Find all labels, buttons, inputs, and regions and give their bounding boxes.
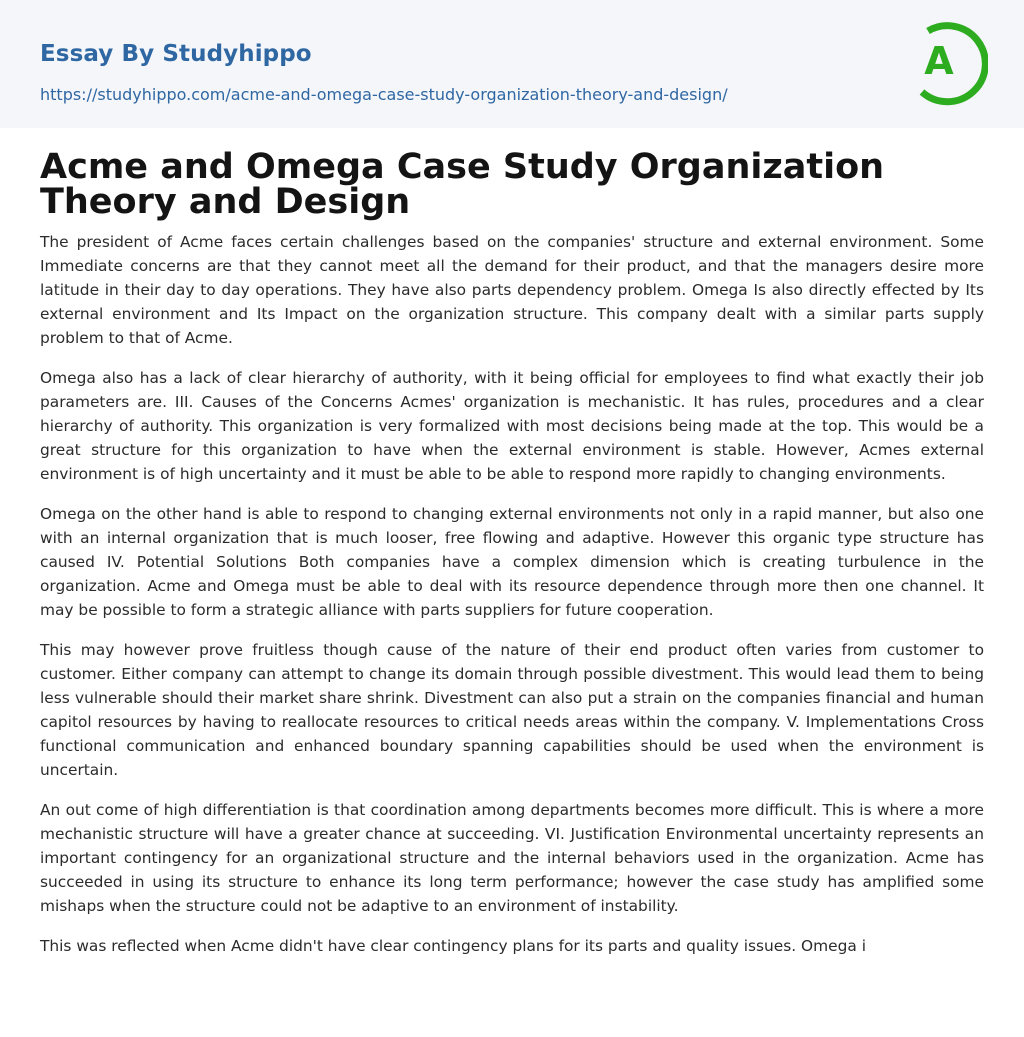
ring-letter-a-logo-icon <box>912 18 988 106</box>
article-title: Acme and Omega Case Study Organization Theory and Design <box>40 147 885 222</box>
article-paragraph-5: An out come of high differentiation is that coordination among departments becomes more difficult. This is where a more mechanistic structure will have a greater chance at succeeding. VI. Justification Environmental uncertainty represents an important contingency for an organizational structure and the internal behaviors used in the organization. Acme has succeeded in using its structure to enhance its long term performance; however the case study has amplified some mishaps when the structure could not be adaptive to an environment of instability. <box>40 801 984 915</box>
article-paragraph-3: Omega on the other hand is able to respond to changing external environments not only in a rapid manner, but also one with an internal organization that is much looser, free flowing and adaptive. However this organic type structure has caused IV. Potential Solutions Both companies have a complex dimension which is creating turbulence in the organization. Acme and Omega must be able to deal with its resource dependence through more then one channel. It may be possible to form a strategic alliance with parts suppliers for future cooperation. <box>40 505 984 619</box>
article-paragraph-2: Omega also has a lack of clear hierarchy of authority, with it being official for employees to find what exactly their job parameters are. III. Causes of the Concerns Acmes' organization is mechanistic. It has rules, procedures and a clear hierarchy of authority. This organization is very formalized with most decisions being made at the top. This would be a great structure for this organization to have when the external environment is stable. However, Acmes external environment is of high uncertainty and it must be able to be able to respond more rapidly to changing environments. <box>40 369 984 483</box>
article-paragraph-4: This may however prove fruitless though cause of the nature of their end product often varies from customer to customer. Either company can attempt to change its domain through possible divestment. This would lead them to being less vulnerable should their market share shrink. Divestment can also put a strain on the companies financial and human capitol resources by having to reallocate resources to critical needs areas within the company. V. Implementations Cross functional communication and enhanced boundary spanning capabilities should be used when the environment is uncertain. <box>40 641 984 779</box>
site-header <box>0 0 1024 128</box>
article-paragraph-1: The president of Acme faces certain challenges based on the companies' structure and external environment. Some Immediate concerns are that they cannot meet all the demand for their product, and that the managers desire more latitude in their day to day operations. They have also parts dependency problem. Omega Is also directly effected by Its external environment and Its Impact on the organization structure. This company dealt with a similar parts supply problem to that of Acme. <box>40 233 984 347</box>
source-url-link[interactable]: https://studyhippo.com/acme-and-omega-case-study-organization-theory-and-design/ <box>40 85 728 104</box>
logo-letter: A <box>924 39 954 83</box>
article-paragraph-6: This was reflected when Acme didn't have clear contingency plans for its parts and quality issues. Omega i <box>40 937 867 955</box>
brand-name: Essay By Studyhippo <box>40 41 312 67</box>
